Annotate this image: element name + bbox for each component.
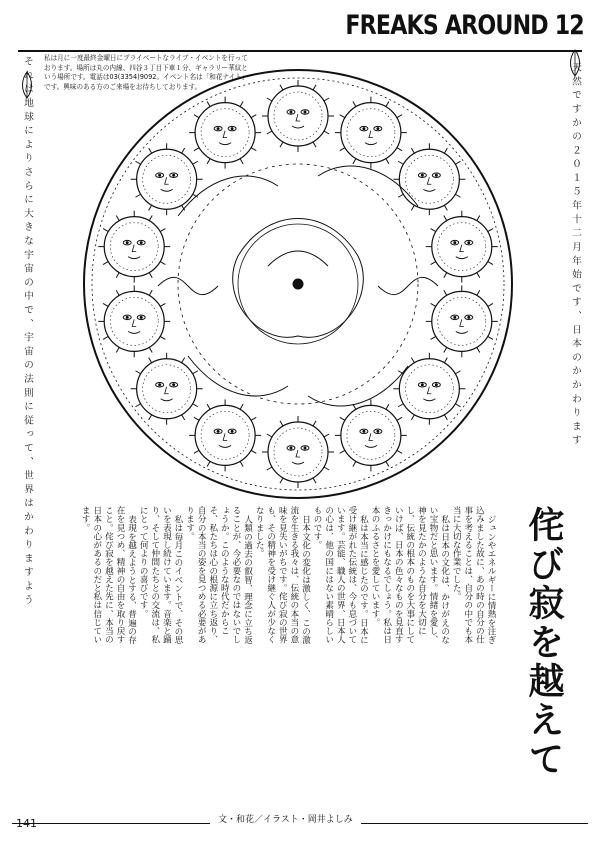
sun-face-icon — [426, 211, 498, 283]
sun-face-icon — [98, 285, 170, 357]
sun-face-icon — [393, 143, 465, 215]
article-title: 侘び寂を越えて — [523, 506, 565, 779]
article-paragraph: 私は日本の文化は、かけがえのない宝物だと思います。情緒を愛し、神を見たかのような自分を大切にし、伝統の根本のものを大事にしていけば、日本の色々なものを見直すきっかけにもなるでしょう。私は日本のふるさとを愛しています。 — [370, 506, 450, 644]
sun-face-icon — [262, 416, 334, 488]
sun-face-icon — [189, 399, 261, 471]
article-paragraph: 日本文化の変化は激しく、この激流を生きる我々は、伝統の本当の意味を見失いがちです。侘び寂の世界も、その精神を受け継ぐ人が少なくなりました。 — [254, 506, 311, 644]
article-paragraph: 表現を越えようとする、普遍の存在を見つめ、精神の自由を取り戻すこと。侘び寂を越えた先に、本当の日本の心があるのだと私は信じています。 — [80, 506, 137, 644]
article-paragraph: 人類の過去の叡智、理念に立ち返ることが、今必要なのではないでしょうか。このような時代だからこそ、私たちは心の根源に立ち返り、自分の本当の姿を見つめる必要があります。 — [184, 506, 253, 644]
article-credit: 文・和花／イラスト・岡井よしみ — [210, 812, 361, 825]
magazine-header-title: FREAKS AROUND 12 — [345, 10, 584, 41]
left-vertical-caption: それは地球によりさらに大きな宇宙の中で、宇宙の法則に従って、世界はかわりますよう — [22, 56, 33, 608]
page-number: 141 — [16, 817, 37, 830]
leaf-ornament-icon — [568, 48, 582, 78]
leaf-ornament-icon — [20, 70, 34, 100]
article-paragraph: 私は毎月このイベントで、その思いを表現し続けています。音楽と踊り、そして仲間たちとの交流は、私にとって何よりの喜びです。 — [138, 506, 183, 644]
article-paragraph: 私は本当に感じたのです。日本に受け継がれた伝統は、今も息づいています。芸能、職人の世界、日本人の心は、他の国にはない素晴らしいものです。 — [312, 506, 369, 644]
sun-face-icon — [98, 211, 170, 283]
sun-face-icon — [426, 285, 498, 357]
article-body — [36, 506, 496, 806]
sun-face-icon — [393, 353, 465, 425]
mandala-illustration — [38, 56, 558, 504]
sun-face-icon — [131, 143, 203, 215]
right-vertical-caption: 天然ですかの２０１５年十二月年始です、日本のかかわります — [570, 62, 581, 449]
event-info-box: 私は月に一度最終金曜日にプライベートなライブ・イベントを行っております。場所は丸の内線、四谷３丁目下車１分、ギャラリー華紋という場所です。電話は03(3354)9092。イベント名は「和花ナイト」です。興味のある方のご来場をお待ちしております。 — [44, 54, 249, 91]
sun-face-icon — [335, 399, 407, 471]
sun-face-icon — [189, 97, 261, 169]
sun-face-icon — [335, 97, 407, 169]
sun-face-icon — [131, 353, 203, 425]
header-rule — [18, 50, 582, 52]
article-paragraph: ジュンやエネルギーに情熱を注ぎ込みました故に、あの時の自分の仕事を考えることは、自分の中でも本当に大切な作業でした。 — [451, 506, 496, 644]
sun-face-icon — [262, 80, 334, 152]
